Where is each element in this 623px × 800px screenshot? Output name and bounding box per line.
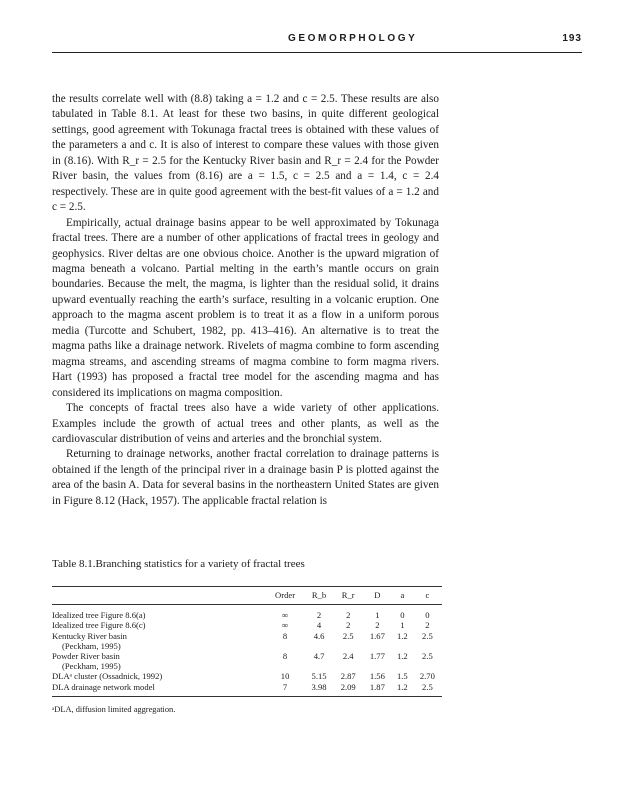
running-title: GEOMORPHOLOGY <box>288 33 418 44</box>
rr-cell: 2.87 <box>340 671 356 682</box>
column-header-order: Order <box>266 587 305 605</box>
body-text <box>52 92 439 509</box>
tree-name-text: DLAᵃ cluster (Ossadnick, 1992) <box>52 671 163 682</box>
rr-cell: 2.4 <box>342 651 354 662</box>
c-cell: 0 <box>425 610 430 621</box>
page-number: 193 <box>562 33 582 44</box>
running-head <box>52 33 582 49</box>
column-header-c: c <box>413 587 442 605</box>
tree-name <box>52 620 266 630</box>
table-row <box>52 671 442 681</box>
tree-name-text: DLA drainage network model <box>52 681 155 692</box>
rb-cell: 3.98 <box>304 682 333 697</box>
d-cell: 1.87 <box>363 682 392 697</box>
rb-cell: 4.7 <box>313 651 325 662</box>
rr-cell: 2 <box>346 610 351 621</box>
rr-cell: 2.09 <box>334 682 363 697</box>
tree-name <box>52 631 266 651</box>
tree-name-text: Powder River basin <box>52 651 120 662</box>
branching-statistics-table <box>52 586 442 697</box>
order-cell: 8 <box>282 651 288 662</box>
table-caption: Table 8.1.Branching statistics for a variety of fractal trees <box>52 558 305 570</box>
tree-name-text: Kentucky River basin <box>52 630 127 641</box>
rr-cell: 2.5 <box>342 630 354 641</box>
column-header-tree <box>52 587 266 605</box>
c-cell: 2.70 <box>419 671 435 682</box>
a-cell: 1.5 <box>396 671 408 682</box>
column-header-rb: R_b <box>304 587 333 605</box>
tree-name-text: Idealized tree Figure 8.6(c) <box>52 620 146 631</box>
tree-name-citation: (Peckham, 1995) <box>62 661 121 672</box>
tree-name <box>52 682 266 697</box>
d-cell: 2 <box>375 620 380 631</box>
paragraph: The concepts of fractal trees also have a wide variety of other applications. Examples include the growth of actual trees and other plants, as well as the cardiovascular distribution of veins and arteries and the bronchial system. <box>52 402 439 445</box>
a-cell: 0 <box>400 610 405 621</box>
rb-cell: 2 <box>316 610 322 621</box>
table-footnote: ᵃDLA, diffusion limited aggregation. <box>52 704 176 714</box>
c-cell: 2.5 <box>422 630 433 641</box>
tree-name <box>52 651 266 671</box>
tree-name <box>52 605 266 621</box>
d-cell: 1.77 <box>369 651 385 662</box>
paragraph: Empirically, actual drainage basins appear to be well approximated by Tokunaga fractal trees. There are a number of other applications of fractal trees in geology and geophysics. River deltas are one obvious choice. Another is the upward migration of magma beneath a volcano. Partial melting in the earth’s mantle occurs on grain boundaries. Because the melt, the magma, is lighter than the residual solid, it drains upward eventually reaching the earth’s surface, resulting in a volcanic eruption. One approach to the magma ascent problem is to treat it as a flow in a uniform porous media (Turcotte and Schubert, 1982, pp. 413–416). An alternative is to treat the magma paths like a drainage network. Rivelets of magma combine to form ascending magma streams, and ascending streams of magma combine to form magma rivers. Hart (1993) has proposed a fractal tree model for the ascending magma and has considered its implications on magma composition. <box>52 216 439 399</box>
header-rule <box>52 52 582 53</box>
tree-name-text: Idealized tree Figure 8.6(a) <box>52 610 146 621</box>
table-row <box>52 620 442 630</box>
column-header-rr: R_r <box>334 587 363 605</box>
order-cell: 10 <box>280 671 290 682</box>
tree-name-citation: (Peckham, 1995) <box>62 640 121 651</box>
d-cell: 1.56 <box>369 671 385 682</box>
paragraph: the results correlate well with (8.8) taking a = 1.2 and c = 2.5. These results are also tabulated in Table 8.1. At least for these two basins, in quite different geological settings, good agreement with Tokunaga fractal trees is obtained with these values of the parameters a and c. It is also of interest to compare these values with those given in (8.16). With R_r = 2.5 for the Kentucky River basin and R_r = 2.4 for the Powder River basin, the values from (8.16) are a = 1.5, c = 2.5 and a = 1.4, c = 2.4 respectively. These are in quite good agreement with the best-fit values of a = 1.2 and c = 2.5. <box>52 93 439 214</box>
table-row <box>52 651 442 671</box>
order-cell: 7 <box>266 682 305 697</box>
d-cell: 1 <box>375 610 380 621</box>
order-cell: 8 <box>282 630 288 641</box>
tree-name <box>52 671 266 681</box>
rb-cell: 5.15 <box>311 671 327 682</box>
order-cell: ∞ <box>281 610 289 621</box>
table-8-1 <box>52 558 442 714</box>
a-cell: 1.2 <box>392 682 413 697</box>
column-header-a: a <box>392 587 413 605</box>
table-row <box>52 682 442 697</box>
a-cell: 1.2 <box>396 630 408 641</box>
table-row <box>52 605 442 621</box>
c-cell: 2.5 <box>422 651 433 662</box>
a-cell: 1.2 <box>396 651 408 662</box>
rb-cell: 4.6 <box>313 630 325 641</box>
c-cell: 2.5 <box>413 682 442 697</box>
rb-cell: 4 <box>316 620 322 631</box>
rr-cell: 2 <box>346 620 351 631</box>
order-cell: ∞ <box>281 620 289 631</box>
column-header-d: D <box>363 587 392 605</box>
d-cell: 1.67 <box>369 630 385 641</box>
table-row <box>52 631 442 651</box>
paragraph: Returning to drainage networks, another fractal correlation to drainage patterns is obtained if the length of the principal river in a drainage basin P is plotted against the area of the basin A. Data for several basins in the northeastern United States are given in Figure 8.12 (Hack, 1957). The applicable fractal relation is <box>52 448 439 507</box>
c-cell: 2 <box>425 620 430 631</box>
table-header-row <box>52 587 442 605</box>
a-cell: 1 <box>400 620 405 631</box>
